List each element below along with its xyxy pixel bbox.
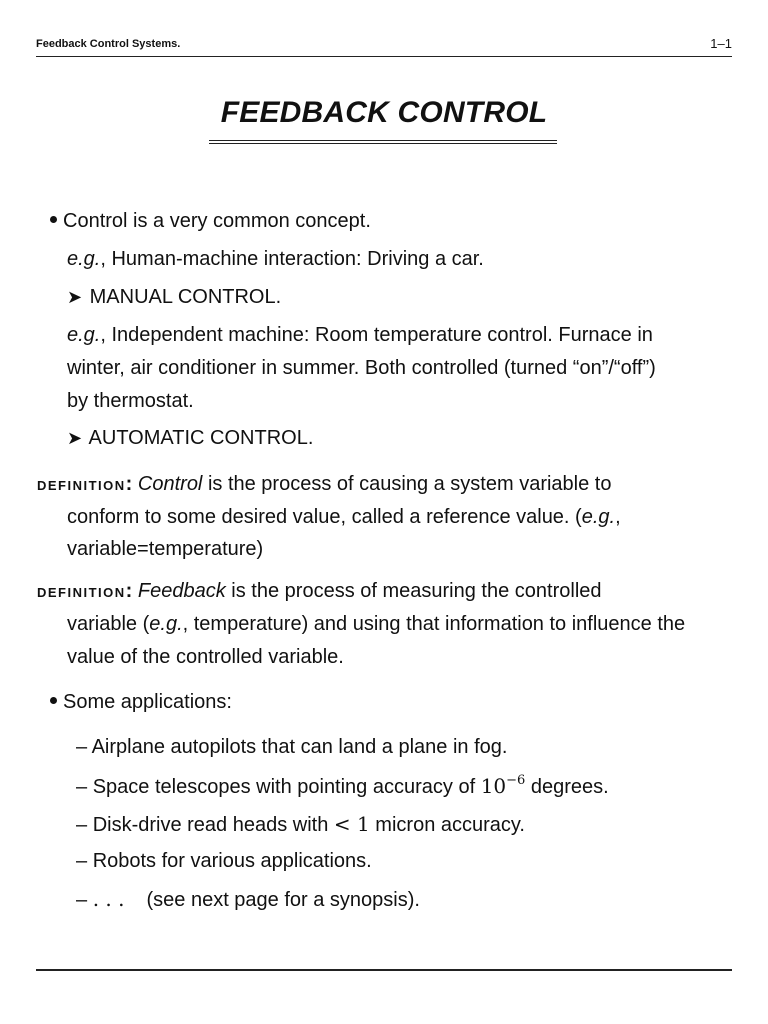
definition-term: Control (137, 473, 203, 495)
eg-label: e.g. (67, 324, 101, 346)
application-text: Space telescopes with pointing accuracy of (92, 776, 481, 798)
header-title: Feedback Control Systems. (36, 38, 181, 50)
definition-label: DEFINITION (37, 585, 126, 600)
definition-term: Feedback (137, 580, 226, 602)
application-text: micron accuracy. (369, 814, 525, 836)
dash-icon: – (76, 736, 88, 758)
arrow-icon: ➤ (67, 287, 83, 307)
definition-control-line2 (67, 501, 621, 534)
bullet-icon (50, 697, 57, 704)
bullet-text: Control is a very common concept. (63, 210, 371, 232)
application-text: Disk-drive read heads with (92, 814, 334, 836)
definition-text: , temperature) and using that information to influence the (182, 613, 686, 635)
application-item (76, 808, 525, 842)
application-text: (see next page for a synopsis). (146, 889, 420, 911)
definition-text: , (615, 506, 621, 528)
definition-label: DEFINITION (37, 478, 126, 493)
example-room-temp-line2: winter, air conditioner in summer. Both controlled (turned “on”/“off”) (67, 357, 656, 379)
application-text: degrees. (525, 776, 609, 798)
automatic-control-text: AUTOMATIC CONTROL. (84, 427, 314, 449)
math-base: 10 (480, 774, 507, 798)
definition-text: conform to some desired value, called a reference value. ( (67, 506, 582, 528)
math-inequality: < 1 (333, 812, 370, 836)
definition-text: is the process of measuring the controlled (225, 580, 602, 602)
dash-icon: – (76, 889, 88, 911)
bullet-icon (50, 216, 57, 223)
eg-label: e.g. (67, 248, 101, 270)
bullet-text: Some applications: (63, 691, 232, 713)
title-block (0, 96, 768, 130)
dash-icon: – (76, 850, 88, 872)
definition-text: is the process of causing a system variable to (202, 473, 612, 495)
dash-icon: – (76, 814, 88, 836)
page-number: 1–1 (710, 36, 732, 51)
title-underline-bottom (209, 143, 557, 144)
definition-text: variable ( (67, 613, 150, 635)
application-text: Airplane autopilots that can land a plane in fog. (91, 736, 508, 758)
definition-colon: : (125, 473, 133, 495)
math-exponent: −6 (506, 773, 526, 788)
application-item (76, 770, 609, 804)
bullet-control-concept (50, 205, 371, 238)
definition-control-line3: variable=temperature) (67, 538, 264, 560)
application-item (76, 731, 507, 764)
automatic-control-line (67, 422, 313, 455)
eg-label: e.g. (581, 506, 616, 528)
example-room-temp-line3: by thermostat. (67, 390, 194, 412)
title-underline-top (209, 140, 557, 141)
example-driving (67, 243, 484, 276)
application-text: Robots for various applications. (92, 850, 372, 872)
footer-rule (36, 969, 732, 971)
application-item (76, 883, 420, 917)
dash-icon: – (76, 776, 88, 798)
ellipsis: . . . (92, 887, 125, 911)
definition-feedback-line2 (67, 608, 685, 641)
example-text: , Human-machine interaction: Driving a car. (100, 248, 484, 270)
example-text: , Independent machine: Room temperature control. Furnace in (100, 324, 653, 346)
page-title: FEEDBACK CONTROL (220, 96, 548, 129)
definition-feedback-line1 (37, 575, 602, 609)
eg-label: e.g. (149, 613, 183, 635)
application-item (76, 845, 372, 878)
example-room-temp-line1 (67, 319, 653, 352)
definition-colon: : (125, 580, 133, 602)
definition-control-line1 (37, 468, 611, 502)
definition-feedback-line3: value of the controlled variable. (67, 646, 344, 668)
running-header (36, 36, 732, 57)
arrow-icon: ➤ (67, 428, 83, 448)
bullet-applications (50, 686, 232, 719)
manual-control-line (67, 281, 281, 314)
manual-control-text: MANUAL CONTROL. (84, 286, 282, 308)
